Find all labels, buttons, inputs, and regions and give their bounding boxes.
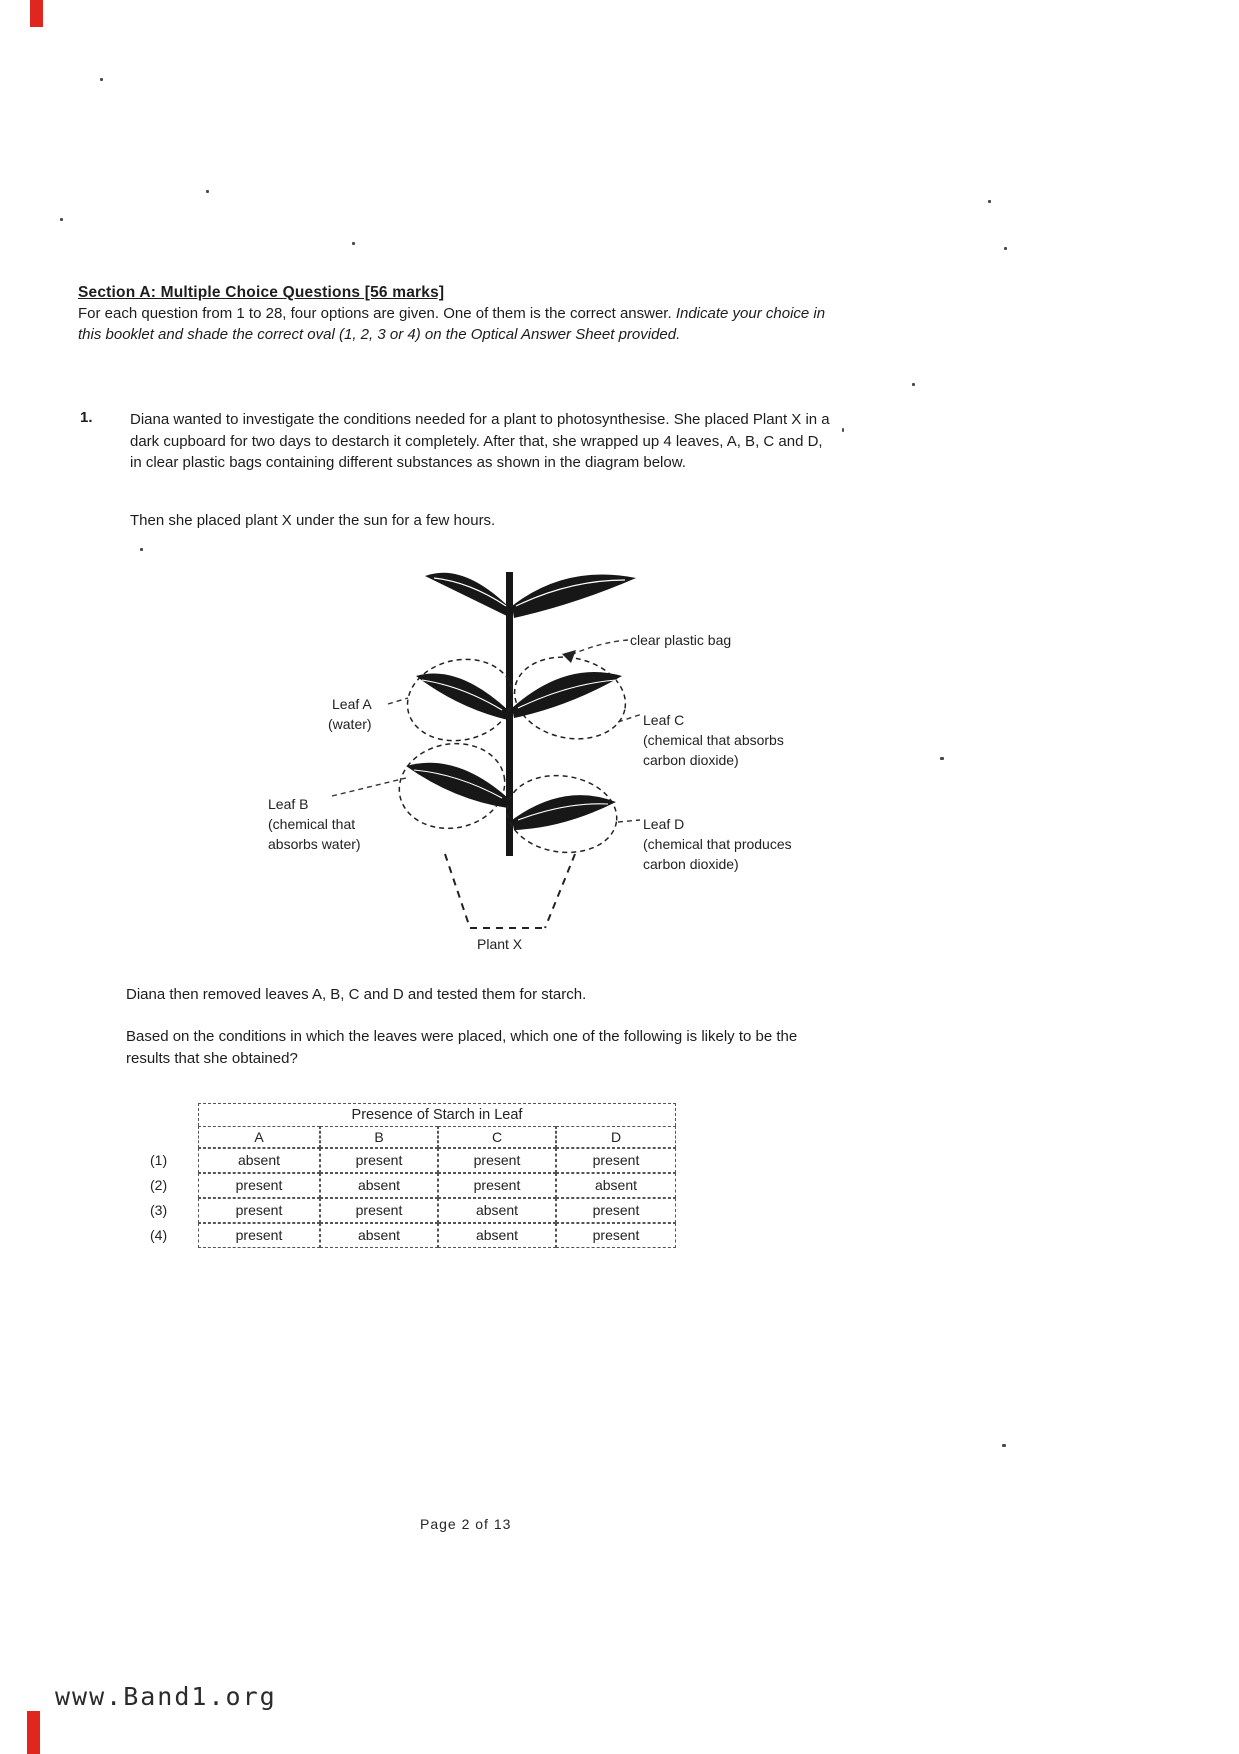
red-scan-mark-top (30, 0, 43, 27)
table-cell: absent (438, 1198, 556, 1223)
table-cell: absent (198, 1148, 320, 1173)
scan-speck (206, 190, 209, 193)
option-label-3: (3) (150, 1201, 168, 1218)
leaf-d-shape (512, 795, 616, 830)
watermark: www.Band1.org (55, 1682, 277, 1711)
scan-speck (912, 383, 915, 386)
label-leaf-a-substance: (water) (328, 716, 372, 732)
label-leaf-c-substance-1: (chemical that absorbs (643, 732, 784, 748)
table-title: Presence of Starch in Leaf (198, 1103, 676, 1126)
plant-diagram (330, 558, 664, 958)
scan-speck (940, 757, 944, 760)
table-cell: present (438, 1148, 556, 1173)
table-cell: present (198, 1223, 320, 1248)
label-leaf-c: Leaf C (643, 712, 685, 728)
bag-a (400, 650, 520, 750)
page-footer: Page 2 of 13 (420, 1516, 512, 1532)
instructions-paragraph (78, 303, 840, 345)
col-header-d: D (556, 1126, 676, 1148)
scan-speck (842, 428, 844, 432)
col-header-c: C (438, 1126, 556, 1148)
table-cell: absent (556, 1173, 676, 1198)
label-leaf-d-substance-2: carbon dioxide) (643, 856, 739, 872)
option-label-2: (2) (150, 1176, 168, 1193)
table-cell: present (320, 1148, 438, 1173)
label-leaf-c-substance-2: carbon dioxide) (643, 752, 739, 768)
question-prompt: Based on the conditions in which the leaves were placed, which one of the following is likely to be the results that she obtained? (126, 1028, 798, 1067)
red-scan-mark-bottom (27, 1711, 40, 1754)
scan-speck (100, 78, 103, 81)
section-title: Section A: Multiple Choice Questions [56 marks] (78, 284, 445, 301)
question-number: 1. (80, 409, 93, 426)
table-cell: present (556, 1148, 676, 1173)
bag-arrowhead (562, 650, 576, 663)
label-leaf-a: Leaf A (332, 696, 372, 712)
after-diagram-text: Diana then removed leaves A, B, C and D and tested them for starch. (126, 986, 587, 1003)
table-cell: absent (320, 1223, 438, 1248)
question-body: Diana wanted to investigate the conditions needed for a plant to photosynthesise. She placed Plant X in a dark cupboard for two days to destarch it completely. After that, she wrapped up 4 leaves, A, B, C and D, in clear plastic bags containing different substances as shown in the diagram below. (130, 411, 830, 471)
leaf-b-shape (406, 763, 508, 808)
label-leaf-d: Leaf D (643, 816, 685, 832)
leaf-c-shape (512, 672, 622, 718)
table-cell: present (320, 1198, 438, 1223)
option-label-1: (1) (150, 1151, 168, 1168)
table-corner-spacer (148, 1103, 198, 1125)
bag-d (502, 769, 622, 860)
bag-c (507, 647, 633, 749)
col-header-b: B (320, 1126, 438, 1148)
scan-speck (140, 548, 143, 551)
table-cell: present (556, 1223, 676, 1248)
table-cell: absent (438, 1223, 556, 1248)
instructions-normal: For each question from 1 to 28, four options are given. One of them is the correct answer. (78, 305, 672, 322)
option-label-4: (4) (150, 1226, 168, 1243)
table-cell: present (198, 1173, 320, 1198)
table-cell: present (556, 1198, 676, 1223)
table-corner-spacer (148, 1126, 198, 1146)
label-leaf-b: Leaf B (268, 796, 309, 812)
table-cell: present (198, 1198, 320, 1223)
table-cell: absent (320, 1173, 438, 1198)
results-table (148, 1103, 676, 1248)
col-header-a: A (198, 1126, 320, 1148)
top-leaves (425, 573, 636, 618)
scan-speck (60, 218, 63, 221)
question-body-2: Then she placed plant X under the sun for a few hours. (130, 512, 496, 529)
scan-speck (988, 200, 991, 203)
scan-speck (1004, 247, 1007, 250)
label-clear-plastic-bag: clear plastic bag (630, 632, 732, 648)
leaf-a-shape (416, 674, 508, 720)
instructions-italic: Indicate your choice in this booklet and shade the correct oval (1, 2, 3 or 4) on the Optical Answer Sheet provided. (78, 305, 826, 343)
bag-b (393, 735, 512, 836)
label-leaf-d-substance-1: (chemical that produces (643, 836, 792, 852)
table-cell: present (438, 1173, 556, 1198)
label-leaf-b-substance-2: absorbs water) (268, 836, 361, 852)
label-leaf-b-substance-1: (chemical that (268, 816, 356, 832)
scan-speck (1002, 1444, 1006, 1447)
pot (445, 854, 575, 928)
label-plant-x: Plant X (477, 936, 523, 952)
scan-speck (352, 242, 355, 245)
